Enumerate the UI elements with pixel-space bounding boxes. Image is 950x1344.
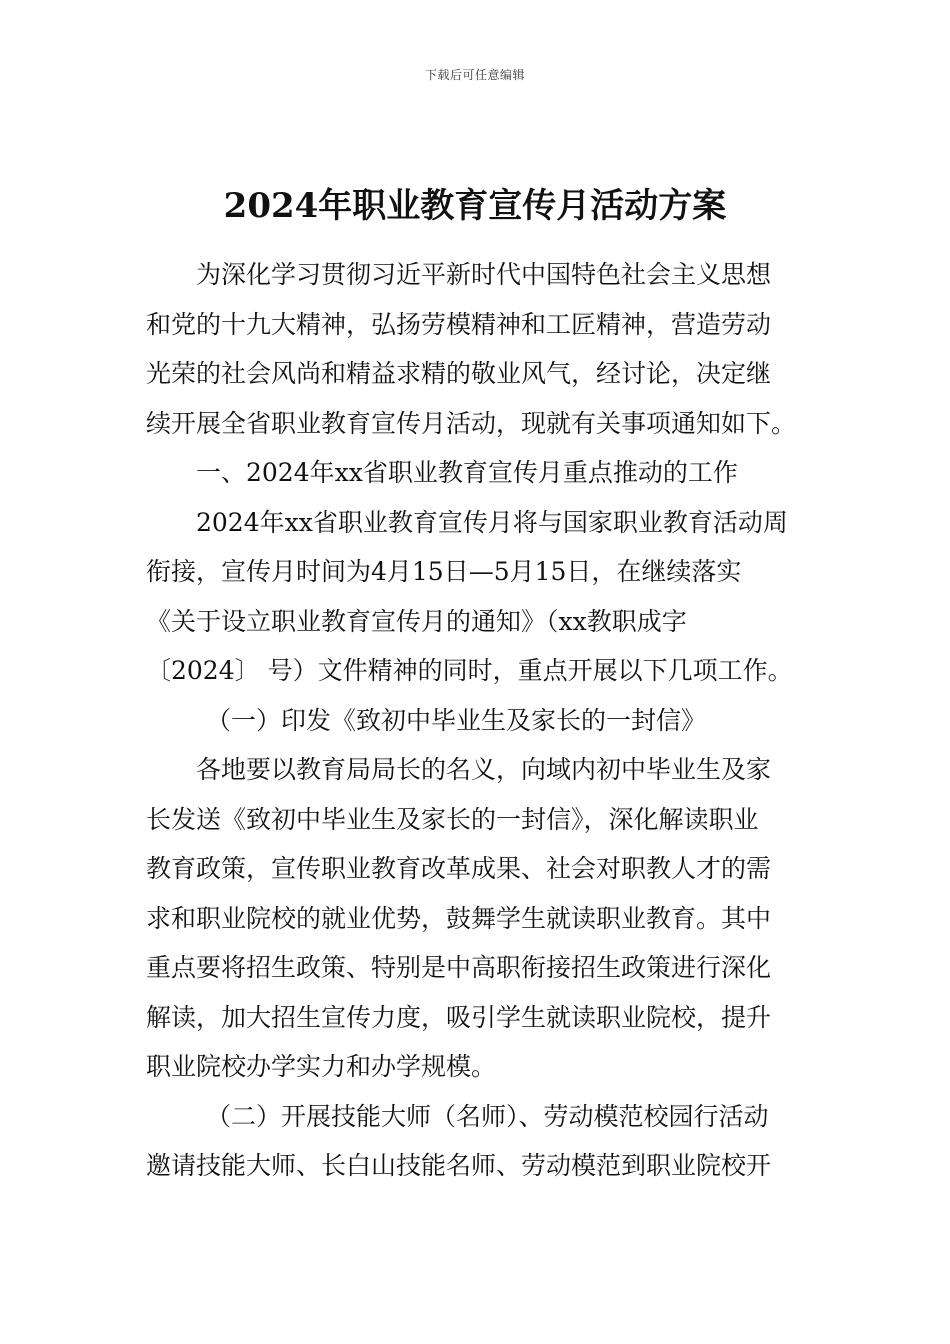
body-line: 〔2024〕 号）文件精神的同时，重点开展以下几项工作。 bbox=[146, 656, 793, 685]
body-line: 衔接，宣传月时间为4月15日—5月15日，在继续落实 bbox=[146, 557, 742, 586]
body-line: 教育政策，宣传职业教育改革成果、社会对职教人才的需 bbox=[146, 854, 772, 883]
body-line: 一、2024年xx省职业教育宣传月重点推动的工作 bbox=[196, 458, 738, 487]
body-line: 重点要将招生政策、特别是中高职衔接招生政策进行深化 bbox=[146, 953, 772, 982]
body-line: 解读，加大招生宣传力度，吸引学生就读职业院校，提升 bbox=[146, 1002, 772, 1032]
document-body bbox=[146, 250, 806, 1191]
body-line: 各地要以教育局局长的名义，向域内初中毕业生及家 bbox=[196, 755, 772, 784]
body-line: 和党的十九大精神，弘扬劳模精神和工匠精神，营造劳动 bbox=[146, 309, 772, 339]
body-line: 《关于设立职业教育宣传月的通知》（xx教职成字 bbox=[146, 606, 687, 636]
body-line: （二）开展技能大师（名师）、劳动模范校园行活动 bbox=[206, 1101, 769, 1131]
body-line: （一）印发《致初中毕业生及家长的一封信》 bbox=[206, 705, 707, 735]
body-line: 2024年xx省职业教育宣传月将与国家职业教育活动周 bbox=[196, 507, 788, 537]
body-line: 光荣的社会风尚和精益求精的敬业风气，经讨论，决定继 bbox=[146, 359, 772, 388]
body-line: 长发送《致初中毕业生及家长的一封信》，深化解读职业 bbox=[146, 804, 759, 834]
body-line: 邀请技能大师、长白山技能名师、劳动模范到职业院校开 bbox=[146, 1151, 772, 1180]
body-line: 职业院校办学实力和办学规模。 bbox=[146, 1052, 497, 1081]
document-title: 2024年职业教育宣传月活动方案 bbox=[223, 186, 727, 226]
body-line: 为深化学习贯彻习近平新时代中国特色社会主义思想 bbox=[196, 260, 772, 289]
header-note: 下载后可任意编辑 bbox=[424, 68, 525, 82]
body-line: 求和职业院校的就业优势，鼓舞学生就读职业教育。其中 bbox=[146, 903, 772, 933]
body-line: 续开展全省职业教育宣传月活动，现就有关事项通知如下。 bbox=[146, 408, 797, 438]
